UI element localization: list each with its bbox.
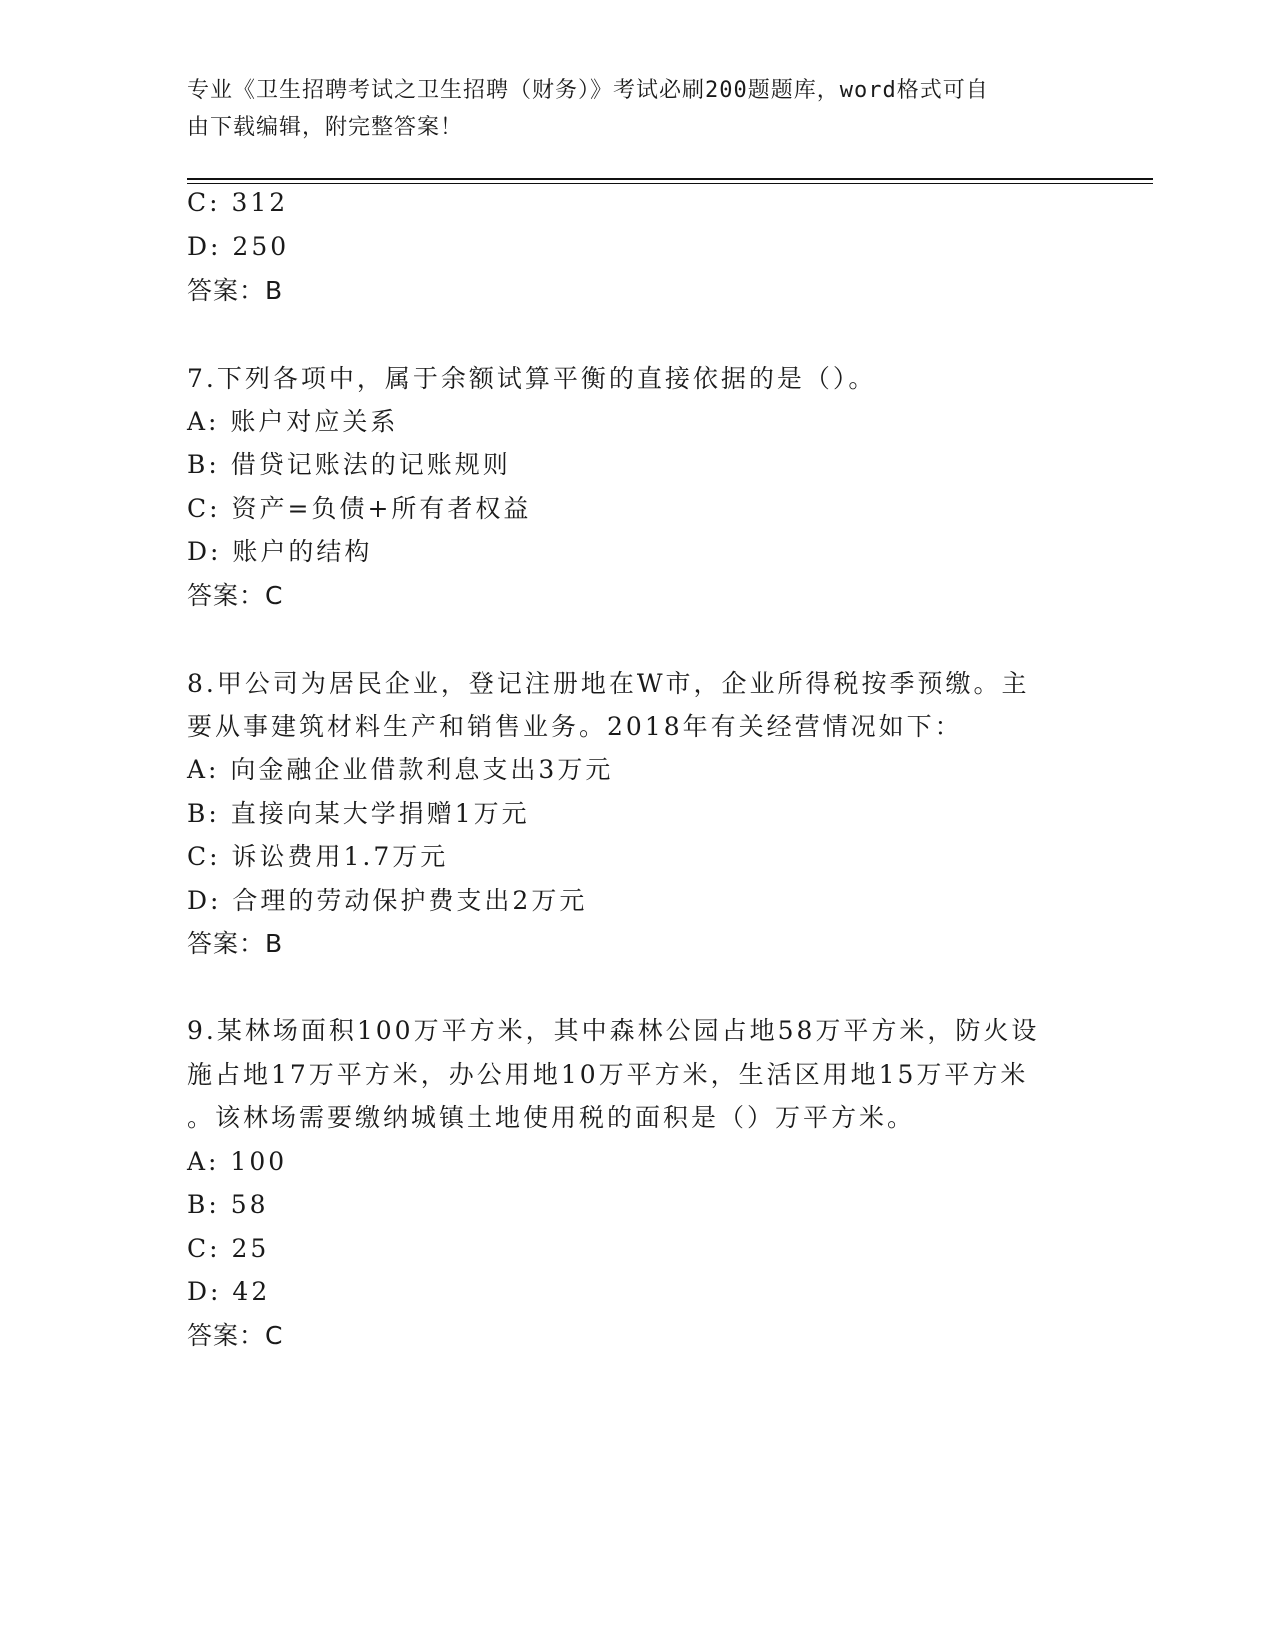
- q7-option-d: D: 账户的结构: [187, 537, 373, 566]
- header-line-2: 由下载编辑，附完整答案！: [187, 115, 464, 140]
- q9-stem-line-3: 。该林场需要缴纳城镇土地使用税的面积是（）万平方米。: [187, 1103, 916, 1132]
- q8-option-a: A: 向金融企业借款利息支出3万元: [187, 755, 614, 784]
- q6-answer: 答案：B: [187, 276, 284, 305]
- header-divider-thin: [187, 183, 1153, 184]
- q8-option-b: B: 直接向某大学捐赠1万元: [187, 799, 530, 828]
- q9-stem-line-1: 9.某林场面积100万平方米，其中森林公园占地58万平方米，防火设: [187, 1016, 1040, 1045]
- q9-option-d: D: 42: [187, 1277, 271, 1306]
- header-line-1: 专业《卫生招聘考试之卫生招聘（财务）》考试必刷200题题库，word格式可自: [187, 78, 989, 103]
- q9-option-c: C: 25: [187, 1234, 270, 1263]
- q8-stem-line-1: 8.甲公司为居民企业，登记注册地在W市，企业所得税按季预缴。主: [187, 669, 1030, 698]
- q7-stem: 7.下列各项中，属于余额试算平衡的直接依据的是（）。: [187, 364, 877, 393]
- q8-stem-line-2: 要从事建筑材料生产和销售业务。2018年有关经营情况如下：: [187, 712, 963, 741]
- q8-option-d: D: 合理的劳动保护费支出2万元: [187, 886, 588, 915]
- q9-option-a: A: 100: [187, 1147, 288, 1176]
- q9-option-b: B: 58: [187, 1190, 269, 1219]
- q6-option-d: D: 250: [187, 232, 290, 261]
- q7-option-b: B: 借贷记账法的记账规则: [187, 450, 511, 479]
- q8-answer: 答案：B: [187, 929, 284, 958]
- document-header: [187, 72, 1067, 146]
- q7-option-a: A: 账户对应关系: [187, 407, 399, 436]
- q7-option-c: C: 资产=负债+所有者权益: [187, 494, 532, 523]
- header-divider-thick: [187, 178, 1153, 180]
- q9-stem-line-2: 施占地17万平方米，办公用地10万平方米，生活区用地15万平方米: [187, 1060, 1029, 1089]
- q7-answer: 答案：C: [187, 581, 284, 610]
- q8-option-c: C: 诉讼费用1.7万元: [187, 842, 449, 871]
- q6-option-c: C: 312: [187, 188, 289, 217]
- q9-answer: 答案：C: [187, 1321, 284, 1350]
